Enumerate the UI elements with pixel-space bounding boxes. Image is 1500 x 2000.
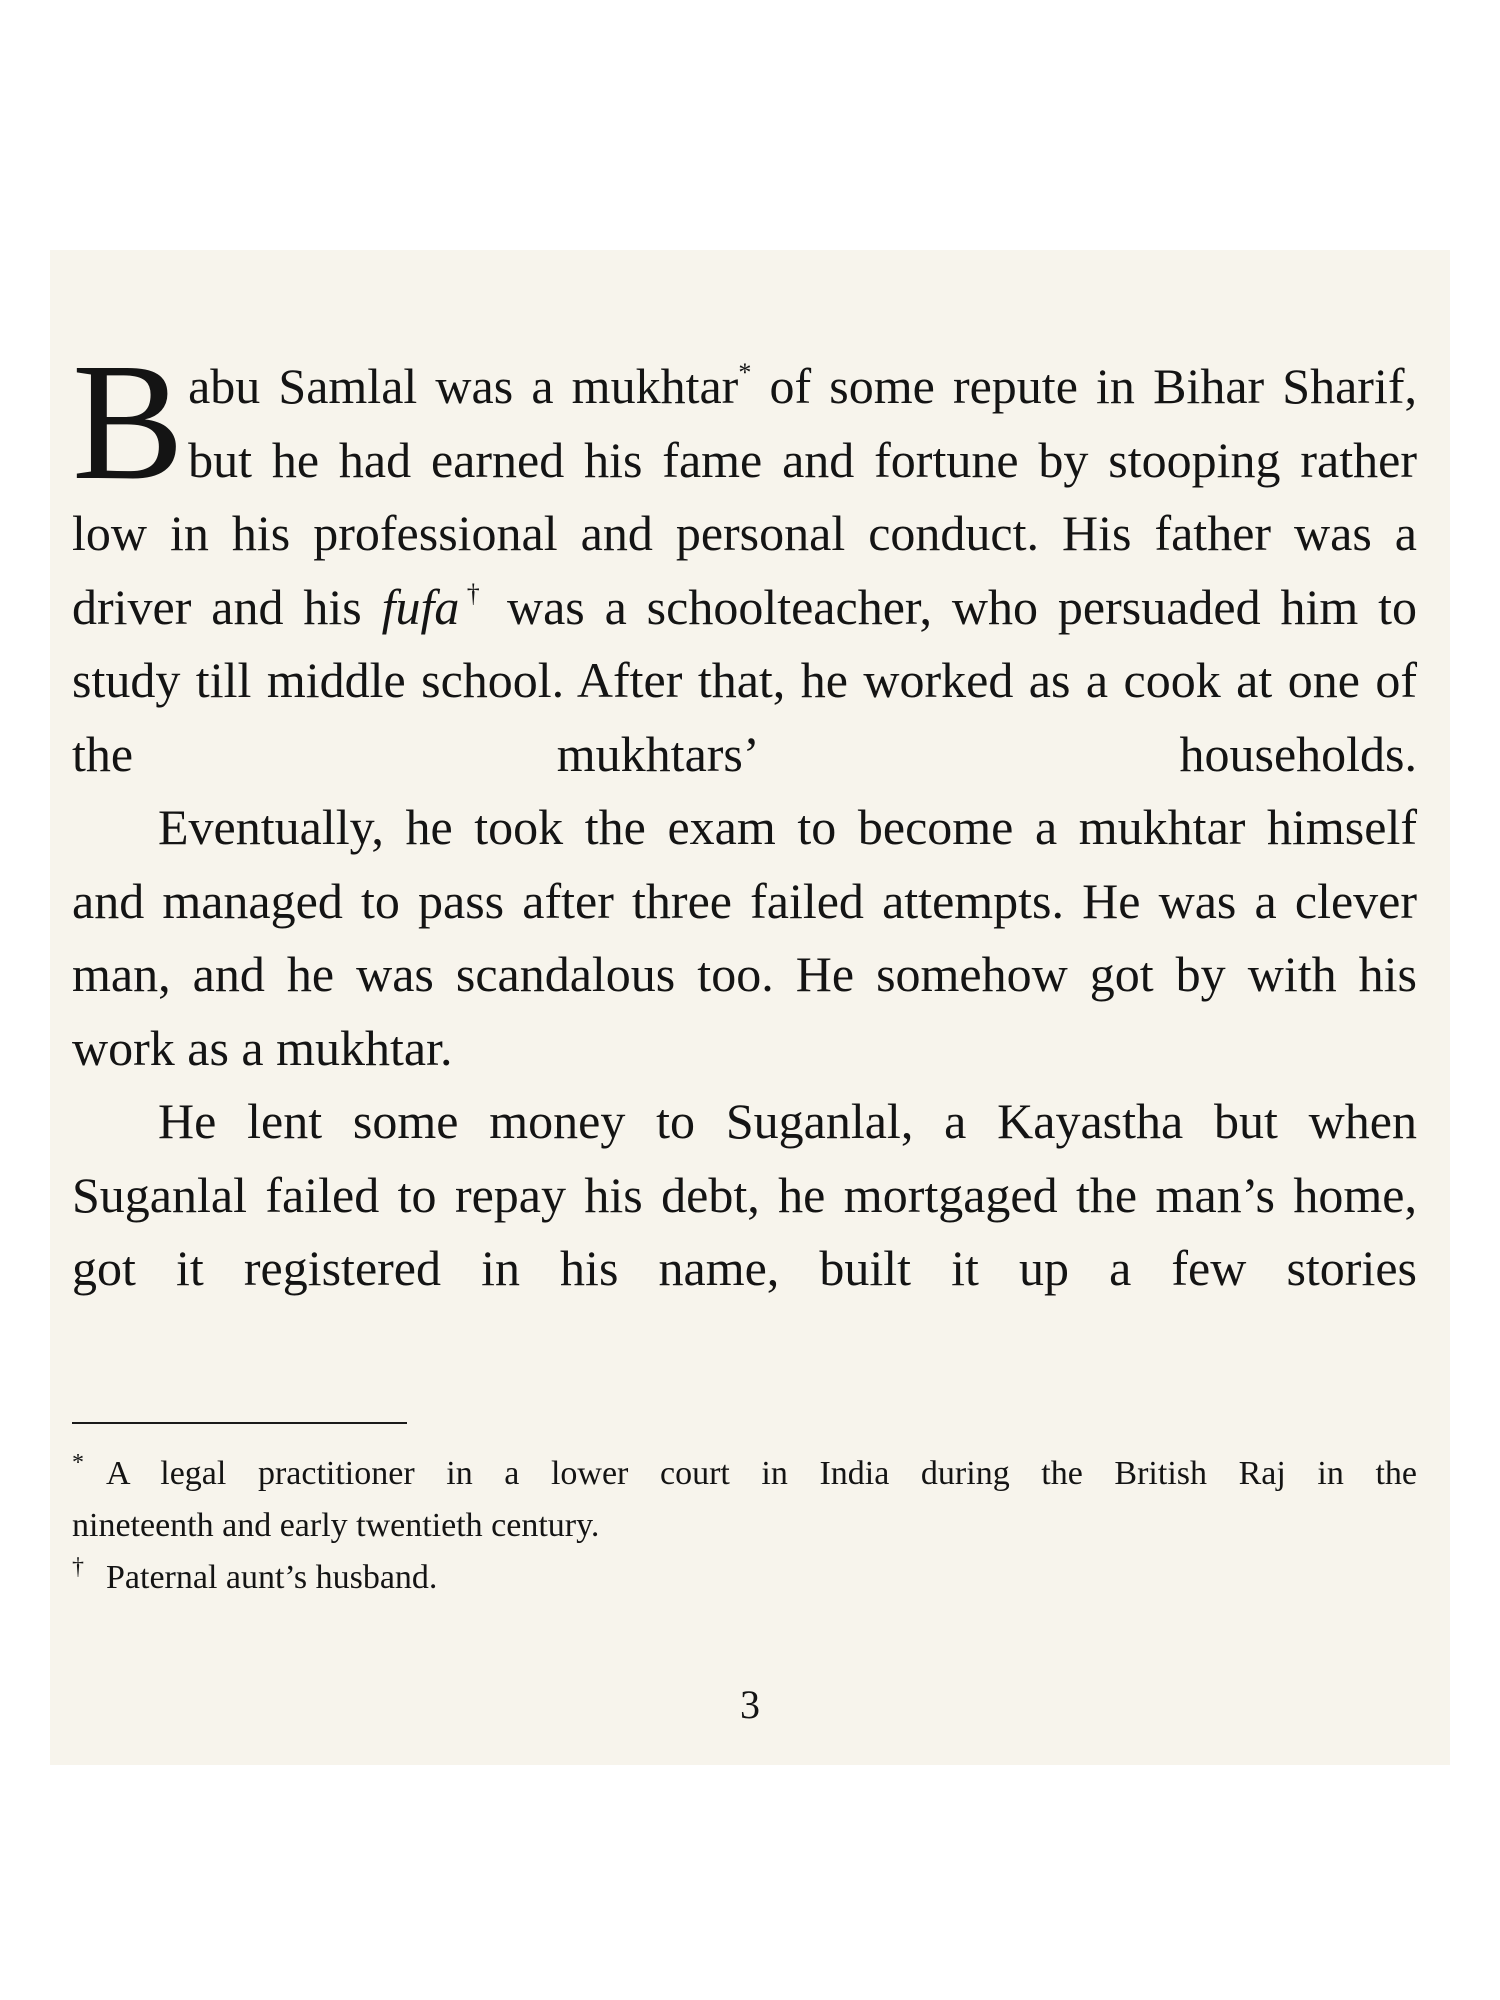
footnote-1-symbol: * [72,1450,84,1476]
paragraph-1-part-2: of some repute in Bihar Sharif, but he had earned his fame and fortune by stooping rather low in his professional and personal conduct. His father was a driver and his [72,358,1417,635]
footnotes [72,1448,1417,1604]
footnote-mark-asterisk: * [738,358,752,387]
body-text [72,329,1417,1306]
drop-cap: B [72,329,185,515]
italic-term: fufa [381,578,460,635]
paragraph-1-part-1: abu Samlal was a mukhtar [188,358,739,414]
footnote-2 [72,1552,1417,1604]
footnote-1-line-1: A legal practitioner in a lower court in India during the British Raj in the [106,1455,1417,1492]
page-number: 3 [740,1682,760,1727]
footnote-mark-dagger: † [459,578,488,608]
footnote-2-text: Paternal aunt’s husband. [106,1559,438,1596]
footnote-2-symbol: † [72,1554,84,1580]
paragraph-2: Eventually, he took the exam to become a mukhtar himself and managed to pass after three failed attempts. He was a clever man, and he was scandalous too. He somehow got by with his work as a mukhtar. [72,799,1417,1076]
paragraph-1-part-3: was a schoolteacher, who persuaded him to study till middle school. After that, he worked as a cook at one of the mukhtars’ households. [72,578,1417,782]
footnote-1-continued: nineteenth and early twentieth century. [72,1507,600,1544]
paragraph-1 [72,329,1417,791]
paragraph-3: He lent some money to Suganlal, a Kayastha but when Suganlal failed to repay his debt, he mortgaged the man’s home, got it registered in his name, built it up a few stories [72,1093,1417,1296]
footnote-divider [72,1422,407,1424]
footnote-1 [72,1448,1417,1500]
book-page [50,250,1450,1765]
